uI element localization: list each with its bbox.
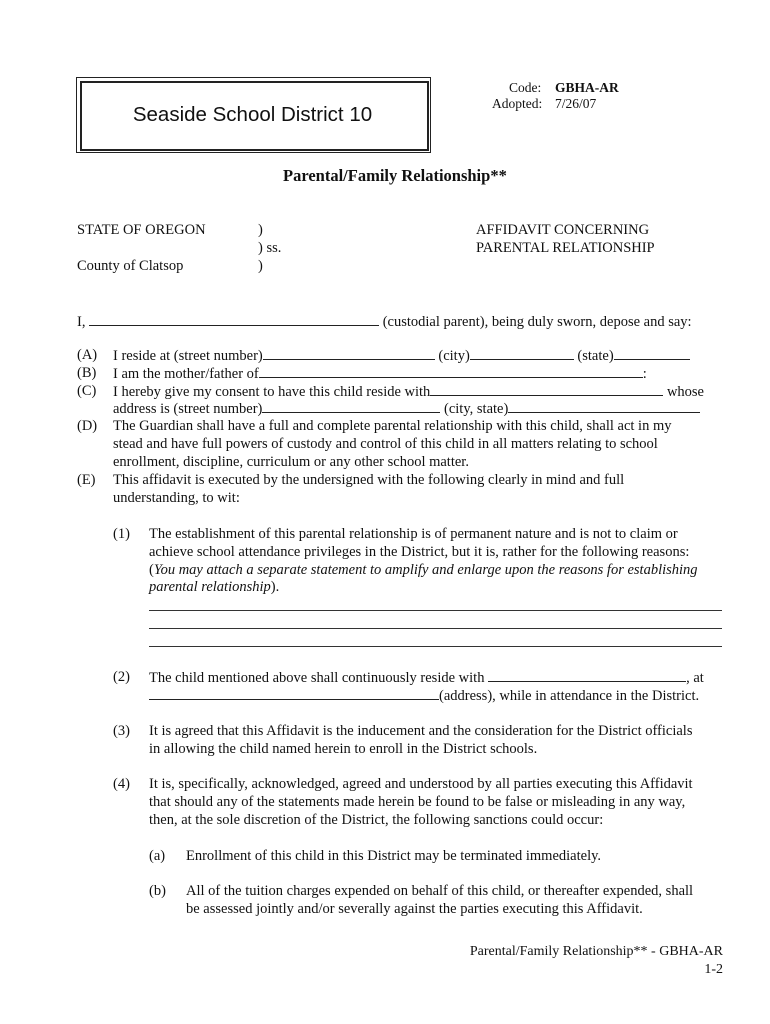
item-b-label: (B) bbox=[77, 365, 97, 381]
item-c-text: I hereby give my consent to have this child reside with bbox=[113, 384, 431, 400]
point-2-at: , at bbox=[686, 670, 704, 686]
point-1-italic-note: You may attach a separate statement to amplify and enlarge upon the reasons for establishing bbox=[153, 562, 698, 578]
item-a-label: (A) bbox=[77, 347, 98, 363]
intro-suffix: (custodial parent), being duly sworn, depose and say: bbox=[382, 314, 692, 330]
point-1-line1: The establishment of this parental relationship is of permanent nature and is not to claim or bbox=[149, 526, 678, 542]
caption-paren-3: ) bbox=[258, 258, 263, 274]
point-2-address-text: (address), while in attendance in the District. bbox=[439, 688, 700, 704]
custodial-parent-blank[interactable] bbox=[89, 313, 379, 326]
point-1-close-paren: ). bbox=[270, 579, 280, 595]
item-a-street-label: I reside at (street number) bbox=[113, 348, 263, 364]
affidavit-heading-line1: AFFIDAVIT CONCERNING bbox=[476, 222, 650, 238]
point-1-open-paren: ( bbox=[149, 562, 154, 578]
item-d-line2: stead and have full powers of custody and control of this child in all matters relating to school bbox=[113, 436, 658, 452]
state-label: STATE OF OREGON bbox=[77, 222, 206, 238]
item-b-colon: : bbox=[642, 366, 647, 382]
point-2-label: (2) bbox=[113, 669, 130, 685]
county-label: County of Clatsop bbox=[77, 258, 184, 274]
point-4-line2: that should any of the statements made herein be found to be false or misleading in any way, bbox=[149, 794, 686, 810]
point-1-italic-end: parental relationship bbox=[149, 579, 271, 595]
caption-paren-ss: ) ss. bbox=[258, 240, 282, 256]
item-d-line1: The Guardian shall have a full and complete parental relationship with this child, shall act in my bbox=[113, 418, 672, 434]
code-value: GBHA-AR bbox=[555, 80, 619, 95]
sanction-b-line2: be assessed jointly and/or severally against the parties executing this Affidavit. bbox=[186, 901, 643, 917]
guardian-street-blank[interactable] bbox=[262, 400, 440, 413]
intro-prefix: I, bbox=[77, 314, 86, 330]
reside-with-blank[interactable] bbox=[488, 669, 686, 682]
item-d-line3: enrollment, discipline, curriculum or any other school matter. bbox=[113, 454, 469, 470]
point-1-line2: achieve school attendance privileges in the District, but it is, rather for the following reasons: bbox=[149, 544, 690, 560]
sanction-a-text: Enrollment of this child in this District may be terminated immediately. bbox=[186, 848, 602, 864]
point-2-line2 bbox=[149, 687, 699, 705]
state-blank[interactable] bbox=[614, 347, 690, 360]
item-b-text: I am the mother/father of bbox=[113, 366, 259, 382]
intro-line bbox=[77, 313, 692, 331]
item-e-label: (E) bbox=[77, 472, 96, 488]
item-a-city-label: (city) bbox=[438, 348, 470, 364]
city-blank[interactable] bbox=[470, 347, 574, 360]
item-c-label: (C) bbox=[77, 383, 97, 399]
point-4-label: (4) bbox=[113, 776, 130, 792]
affidavit-heading-line2: PARENTAL RELATIONSHIP bbox=[476, 240, 655, 256]
item-d-label: (D) bbox=[77, 418, 98, 434]
document-title: Parental/Family Relationship** bbox=[283, 166, 507, 185]
point-2-text: The child mentioned above shall continuously reside with bbox=[149, 670, 485, 686]
footer-page-number: 1-2 bbox=[704, 962, 723, 977]
reasons-blank-line-2[interactable] bbox=[149, 628, 722, 629]
point-3-line2: in allowing the child named herein to enroll in the District schools. bbox=[149, 741, 538, 757]
point-3-label: (3) bbox=[113, 723, 130, 739]
footer-document-reference: Parental/Family Relationship** - GBHA-AR bbox=[469, 944, 723, 959]
item-e-line1: This affidavit is executed by the undersigned with the following clearly in mind and full bbox=[113, 472, 625, 488]
point-2-line1 bbox=[149, 669, 704, 687]
caption-paren-1: ) bbox=[258, 222, 263, 238]
item-c-city-state-label: (city, state) bbox=[444, 401, 509, 417]
reasons-blank-line-1[interactable] bbox=[149, 610, 722, 611]
item-a-line bbox=[113, 347, 690, 365]
point-1-line3 bbox=[149, 562, 698, 579]
street-number-blank[interactable] bbox=[263, 347, 435, 360]
point-1-label: (1) bbox=[113, 526, 130, 542]
point-4-line1: It is, specifically, acknowledged, agreed and understood by all parties executing this Affidavit bbox=[149, 776, 693, 792]
item-c-whose: whose bbox=[666, 384, 704, 400]
point-1-line4 bbox=[149, 579, 279, 596]
reasons-blank-line-3[interactable] bbox=[149, 646, 722, 647]
code-label: Code: bbox=[509, 80, 542, 95]
point-4-line3: then, at the sole discretion of the District, the following sanctions could occur: bbox=[149, 812, 604, 828]
item-b-line bbox=[113, 365, 647, 383]
item-c-address-label: address is (street number) bbox=[113, 401, 263, 417]
sanction-a-label: (a) bbox=[149, 848, 166, 864]
district-name: Seaside School District 10 bbox=[132, 103, 373, 126]
item-c-line2 bbox=[113, 400, 700, 418]
item-a-state-label: (state) bbox=[577, 348, 614, 364]
guardian-name-blank[interactable] bbox=[430, 383, 663, 396]
sanction-b-line1: All of the tuition charges expended on behalf of this child, or thereafter expended, shall bbox=[186, 883, 694, 899]
address-blank[interactable] bbox=[149, 687, 439, 700]
item-c-line1 bbox=[113, 383, 704, 401]
adopted-label: Adopted: bbox=[492, 96, 543, 111]
child-name-blank[interactable] bbox=[259, 365, 643, 378]
adopted-value: 7/26/07 bbox=[555, 96, 597, 111]
guardian-city-state-blank[interactable] bbox=[508, 400, 700, 413]
item-e-line2: understanding, to wit: bbox=[113, 490, 240, 506]
point-3-line1: It is agreed that this Affidavit is the inducement and the consideration for the District officials bbox=[149, 723, 693, 739]
sanction-b-label: (b) bbox=[149, 883, 166, 899]
